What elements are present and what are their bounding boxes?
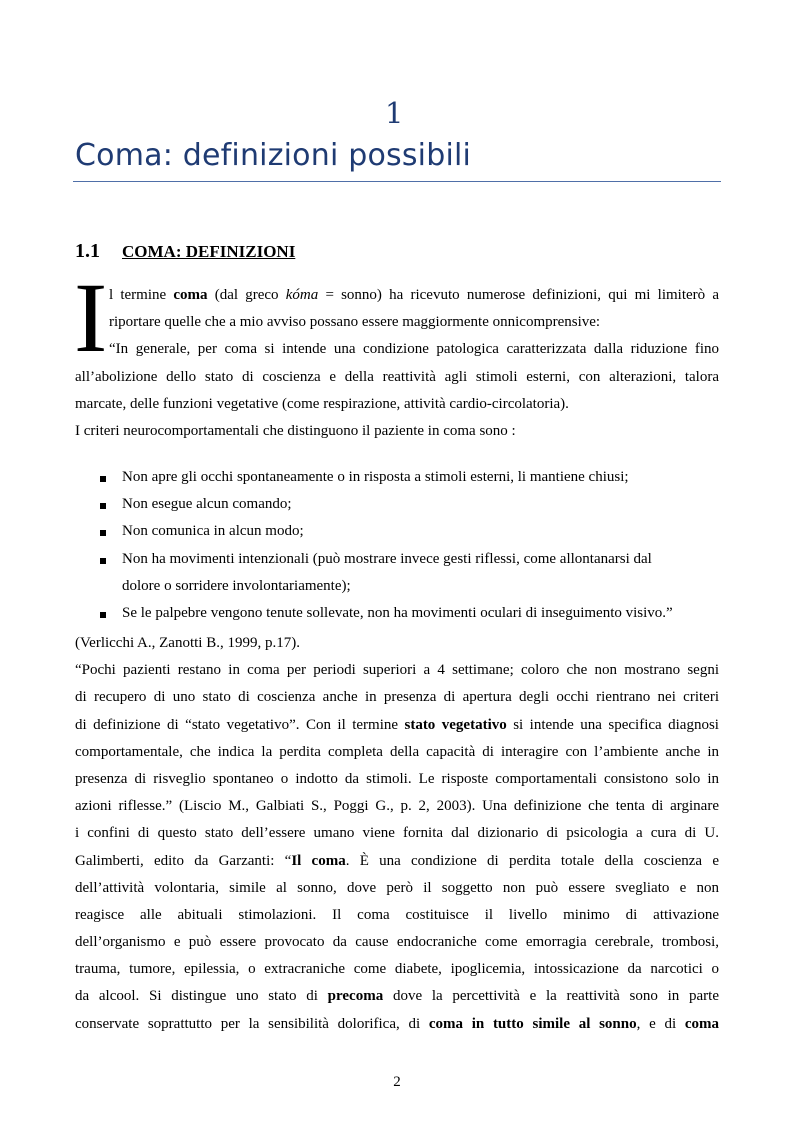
list-item: Non ha movimenti intenzionali (può mostrare invece gesti riflessi, come allontanarsi dal bbox=[75, 546, 719, 573]
section-heading bbox=[75, 240, 295, 263]
chapter-number: 1 bbox=[385, 96, 404, 130]
text-line: dell’organismo e può essere provocato da cause endocraniche come emorragia cerebrale, trombosi, bbox=[75, 934, 719, 951]
text-line: trauma, tumore, epilessia, o extracraniche come diabete, ipoglicemia, intossicazione da narcotici o bbox=[75, 961, 719, 978]
list-item: Non apre gli occhi spontaneamente o in risposta a stimoli esterni, li mantiene chiusi; bbox=[75, 464, 719, 491]
text-line: i confini di questo stato dell’essere umano viene fornita dal dizionario di psicologia a cura di U. bbox=[75, 825, 719, 842]
text-line: reagisce alle abituali stimolazioni. Il coma costituisce il livello minimo di attivazione bbox=[75, 906, 719, 923]
list-item: Non comunica in alcun modo; bbox=[75, 518, 719, 545]
citation: (Verlicchi A., Zanotti B., 1999, p.17). bbox=[75, 635, 300, 651]
page-number: 2 bbox=[393, 1074, 401, 1090]
body-paragraph bbox=[75, 630, 719, 1038]
text-line: I criteri neurocomportamentali che distinguono il paziente in coma sono : bbox=[75, 422, 516, 439]
text-line: “In generale, per coma si intende una condizione patologica caratterizzata dalla riduzione fino bbox=[109, 341, 719, 358]
text-line: marcate, delle funzioni vegetative (come respirazione, attività cardio-circolatoria). bbox=[75, 395, 569, 412]
intro-paragraph bbox=[75, 282, 719, 445]
text-line: comportamentale, che indica la perdita completa della capacità di interagire con l’ambiente anche in bbox=[75, 743, 719, 760]
list-item-continuation: dolore o sorridere involontariamente); bbox=[122, 577, 351, 594]
list-item: Se le palpebre vengono tenute sollevate, non ha movimenti oculari di inseguimento visivo.” bbox=[75, 600, 719, 627]
text-line: dell’attività volontaria, simile al sonno, dove però il soggetto non può essere svegliato e non bbox=[75, 879, 719, 896]
text-line: “Pochi pazienti restano in coma per periodi superiori a 4 settimane; coloro che non mostrano segni bbox=[75, 662, 719, 679]
text-line: da alcool. Si distingue uno stato di precoma dove la percettività e la reattività sono in parte bbox=[75, 988, 719, 1005]
section-number: 1.1 bbox=[75, 240, 100, 262]
text-line: l termine coma (dal greco kóma = sonno) ha ricevuto numerose definizioni, qui mi limiterò a bbox=[109, 287, 719, 303]
text-line: conservate soprattutto per la sensibilità dolorifica, di coma in tutto simile al sonno, e di coma bbox=[75, 1015, 719, 1032]
text-line: di definizione di “stato vegetativo”. Con il termine stato vegetativo si intende una specifica diagnosi bbox=[75, 716, 719, 733]
text-line: all’abolizione dello stato di coscienza e della reattività agli stimoli esterni, con alterazioni, talora bbox=[75, 368, 719, 385]
section-title: COMA: DEFINIZIONI bbox=[122, 242, 296, 261]
text-line: riportare quelle che a mio avviso possano essere maggiormente onnicomprensive: bbox=[109, 314, 601, 331]
chapter-divider bbox=[73, 181, 721, 182]
text-line: azioni riflesse.” (Liscio M., Galbiati S., Poggi G., p. 2, 2003). Una definizione che tenta di arginare bbox=[75, 798, 719, 815]
text-line: Galimberti, edito da Garzanti: “Il coma. È una condizione di perdita totale della coscienza e bbox=[75, 852, 719, 869]
criteria-list bbox=[75, 464, 719, 627]
text-line: presenza di risveglio spontaneo o indotto da stimoli. Le risposte comportamentali consistono solo in bbox=[75, 770, 719, 787]
chapter-title: Coma: definizioni possibili bbox=[75, 138, 472, 173]
list-item: Non esegue alcun comando; bbox=[75, 491, 719, 518]
drop-cap: I bbox=[74, 262, 108, 373]
text-line: di recupero di uno stato di coscienza anche in presenza di apertura degli occhi rientrano nei criteri bbox=[75, 689, 719, 706]
